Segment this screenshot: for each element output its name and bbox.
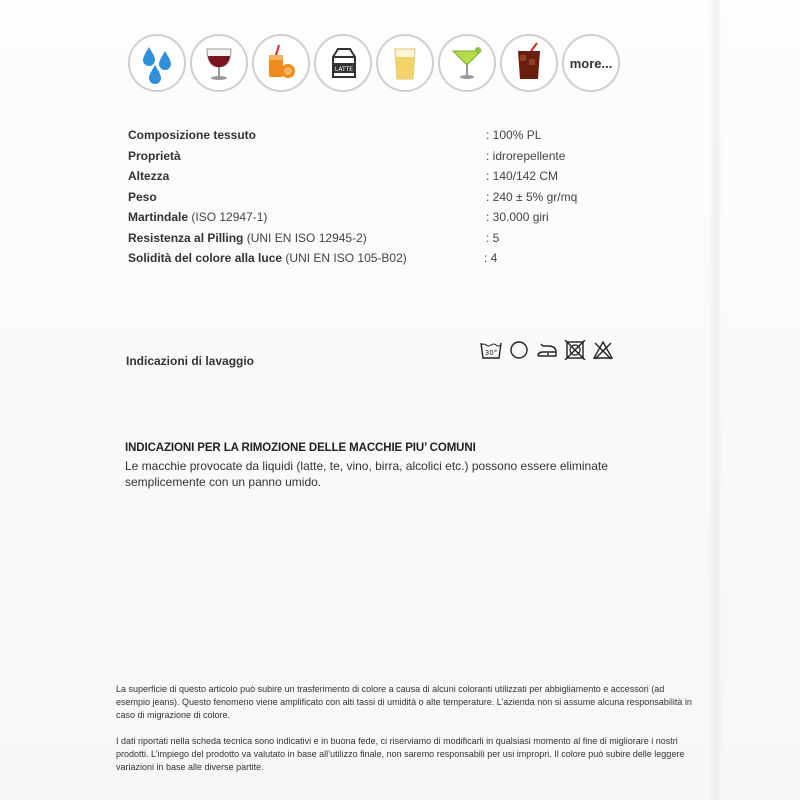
dry-clean-icon: [508, 340, 530, 360]
washing-label: Indicazioni di lavaggio: [126, 354, 255, 368]
disclaimer-color-transfer: La superficie di questo articolo può subire un trasferimento di colore a causa di alcuni coloranti utilizzati per abbigliamento e accessori (ad esempio jeans). Questo fenomeno viene amplificato con alti tassi di umidità o alte temperature. L’azienda non si assume alcuna responsabilità in caso di migrazione di colore.: [116, 684, 692, 720]
spec-value: : 4: [484, 251, 498, 265]
spec-label: Resistenza al Pilling (UNI EN ISO 12945-2): [128, 230, 367, 245]
spec-label: Martindale (ISO 12947-1): [128, 210, 268, 224]
more-label: more...: [569, 55, 613, 71]
water-drops-icon: [128, 34, 186, 92]
spec-label: Proprietà: [128, 148, 181, 163]
spec-label: Composizione tessuto: [128, 128, 257, 142]
spec-value: : 240 ± 5% gr/mq: [486, 189, 578, 204]
stain-removal-text: Le macchie provocate da liquidi (latte, te, vino, birra, alcolici etc.) possono essere eliminate semplicemente con un panno umido.: [125, 459, 608, 489]
spec-row: [128, 187, 608, 208]
spec-label: Peso: [128, 189, 157, 204]
cocktail-icon: [438, 34, 496, 92]
no-tumble-dry-icon: [564, 340, 586, 360]
beer-glass-icon: [376, 34, 434, 92]
spec-row: [128, 228, 608, 249]
spec-value: : 30.000 giri: [486, 210, 549, 224]
spec-value: : idrorepellente: [486, 148, 566, 163]
iron-low-icon: [536, 340, 558, 360]
spec-value: : 5: [486, 230, 500, 245]
svg-text:LATTE: LATTE: [334, 66, 354, 73]
spec-row: [128, 248, 608, 269]
spec-value: : 100% PL: [486, 128, 542, 142]
wash-30-icon: [480, 340, 502, 360]
milk-carton-icon: [314, 34, 372, 92]
spec-label: Altezza: [128, 169, 170, 183]
spec-row: [128, 146, 608, 167]
no-bleach-icon: [592, 340, 614, 360]
spec-row: [128, 125, 608, 146]
stain-resistance-icon-row: [128, 34, 620, 92]
washing-symbols: [480, 340, 614, 360]
juice-icon: [252, 34, 310, 92]
disclaimer-technical-data: I dati riportati nella scheda tecnica sono indicativi e in buona fede, ci riserviamo di modificarli in qualsiasi momento al fine di migliorare i nostri prodotti. L’impiego del prodotto va valutato in base all’utilizzo finale, non saremo responsabili per usi impropri. Il colore può subire delle leggere variazioni in base alle diverse partite.: [116, 736, 685, 772]
stain-removal-title: INDICAZIONI PER LA RIMOZIONE DELLE MACCHIE PIU’ COMUNI: [125, 442, 476, 454]
spec-row: [128, 207, 608, 228]
cola-glass-icon: [500, 34, 558, 92]
svg-text:30°: 30°: [484, 349, 498, 357]
technical-specs: [128, 125, 608, 269]
spec-row: [128, 166, 608, 187]
page-edge-shadow: [708, 0, 722, 800]
red-wine-icon: [190, 34, 248, 92]
spec-value: : 140/142 CM: [486, 169, 559, 183]
more-icon[interactable]: [562, 34, 620, 92]
spec-label: Solidità del colore alla luce (UNI EN ISO 105-B02): [128, 251, 407, 265]
